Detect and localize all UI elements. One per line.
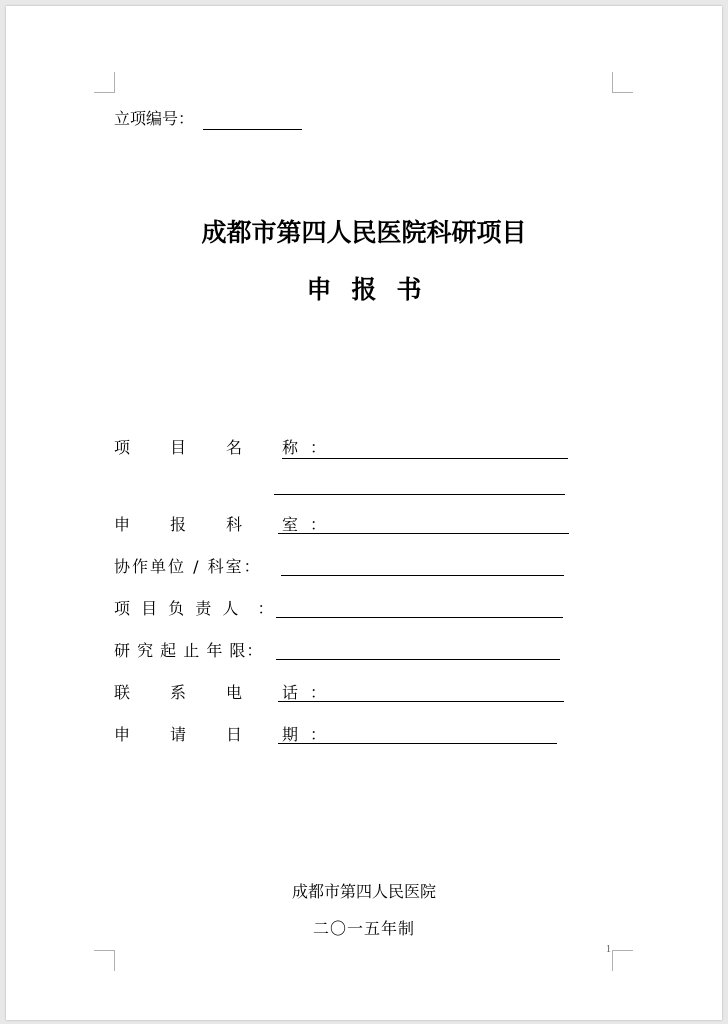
- project-leader-label: 项 目 负 责 人 ：: [114, 599, 277, 618]
- document-subtitle: 申报书: [306, 275, 442, 304]
- contact-phone-label: 联 系 电 话：: [114, 683, 339, 702]
- document-page: [6, 6, 722, 1020]
- research-period-label: 研 究 起 止 年 限：: [114, 641, 264, 660]
- project-name-field[interactable]: [282, 458, 568, 459]
- crop-mark-bottom-right: [612, 950, 633, 971]
- page-number: 1: [606, 944, 611, 955]
- cooperating-unit-field[interactable]: [281, 575, 564, 576]
- department-field[interactable]: [278, 533, 569, 534]
- crop-mark-bottom-left: [94, 950, 115, 971]
- application-date-label: 申 请 日 期：: [114, 725, 339, 744]
- issuing-organization: 成都市第四人民医院: [291, 882, 436, 901]
- year-made: 二〇一五年制: [312, 919, 415, 938]
- project-name-field-line2[interactable]: [274, 494, 565, 495]
- crop-mark-top-left: [94, 72, 115, 93]
- application-date-field[interactable]: [278, 743, 557, 744]
- project-number-field[interactable]: [203, 129, 302, 130]
- cooperating-unit-label: 协作单位 / 科室：: [114, 557, 262, 576]
- project-number-label: 立项编号：: [114, 109, 195, 128]
- document-title: 成都市第四人民医院科研项目: [201, 218, 527, 247]
- department-label: 申 报 科 室：: [114, 515, 339, 534]
- project-leader-field[interactable]: [276, 617, 563, 618]
- contact-phone-field[interactable]: [278, 701, 564, 702]
- crop-mark-top-right: [612, 72, 633, 93]
- project-name-label: 项 目 名 称：: [114, 438, 339, 457]
- research-period-field[interactable]: [276, 659, 560, 660]
